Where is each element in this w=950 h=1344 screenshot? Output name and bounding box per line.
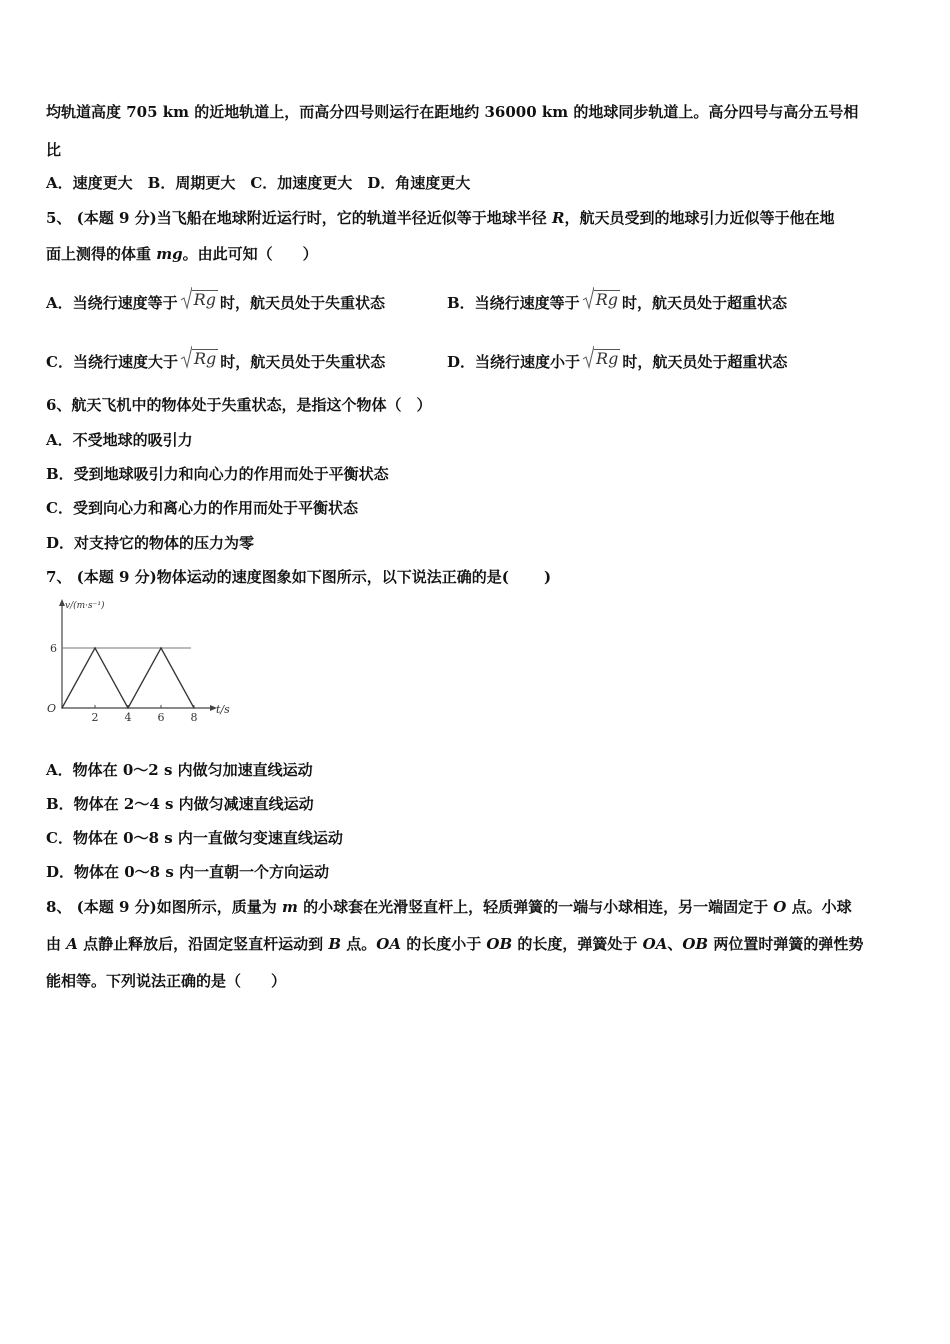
vt-chart-svg [46, 594, 246, 729]
q6-option-b: B．受到地球吸引力和向心力的作用而处于平衡状态 [46, 465, 389, 483]
data-point [160, 647, 162, 649]
x-tick-label: 8 [190, 711, 198, 724]
data-point [61, 707, 63, 709]
data-point [94, 647, 96, 649]
q5-stem-line-1: 5、 (本题 9 分)当飞船在地球附近运行时，它的轨道半径近似等于地球半径 R，航天员受到的地球引力近似等于他在地 [46, 209, 835, 227]
y-axis-label: v/(m·s⁻¹) [65, 601, 105, 611]
q6-option-a: A．不受地球的吸引力 [46, 431, 193, 449]
q8-stem-line-3: 能相等。下列说法正确的是（ ） [46, 972, 287, 990]
q7-option-a: A．物体在 0～2 s 内做匀加速直线运动 [46, 761, 313, 779]
q8-stem-line-1: 8、 (本题 9 分)如图所示，质量为 m 的小球套在光滑竖直杆上，轻质弹簧的一端与小球相连，另一端固定于 O 点。小球 [46, 898, 852, 916]
intro-line-1: 均轨道高度 705 km 的近地轨道上，而高分四号则运行在距地约 36000 km 的地球同步轨道上。高分四号与高分五号相 [46, 103, 859, 121]
q5-option-a: A．当绕行速度等于 Rg 时，航天员处于失重状态 [46, 294, 385, 312]
intro-line-2: 比 [46, 141, 62, 159]
x-tick-label: 2 [91, 711, 99, 724]
origin-label: O [46, 702, 56, 715]
y-tick-label: 6 [50, 642, 57, 655]
q5-option-b: B．当绕行速度等于 Rg 时，航天员处于超重状态 [447, 290, 787, 313]
q6-stem: 6、航天飞机中的物体处于失重状态，是指这个物体（ ） [46, 396, 432, 414]
q5-stem-line-2: 面上测得的体重 mg。由此可知（ ） [46, 245, 318, 263]
q6-option-c: C．受到向心力和离心力的作用而处于平衡状态 [46, 499, 358, 517]
q6-option-d: D．对支持它的物体的压力为零 [46, 534, 255, 552]
q7-stem: 7、 (本题 9 分)物体运动的速度图象如下图所示，以下说法正确的是( ) [46, 568, 552, 586]
q5-option-d: D．当绕行速度小于 Rg 时，航天员处于超重状态 [447, 349, 787, 372]
q5-options-row-2 [46, 349, 906, 369]
x-tick-label: 6 [157, 711, 165, 724]
q7-option-d: D．物体在 0～8 s 内一直朝一个方向运动 [46, 863, 329, 881]
q7-option-c: C．物体在 0～8 s 内一直做匀变速直线运动 [46, 829, 343, 847]
q4-options: A．速度更大 B．周期更大 C．加速度更大 D．角速度更大 [46, 174, 471, 192]
q5-option-c: C．当绕行速度大于 Rg 时，航天员处于失重状态 [46, 353, 385, 371]
velocity-series-line [62, 648, 194, 708]
velocity-time-graph [46, 594, 246, 733]
sqrt-rg: Rg [582, 349, 620, 369]
sqrt-rg: Rg [180, 290, 218, 310]
sqrt-rg: Rg [582, 290, 620, 310]
x-tick-label: 4 [124, 711, 132, 724]
x-axis-label: t/s [216, 703, 230, 716]
q7-option-b: B．物体在 2～4 s 内做匀减速直线运动 [46, 795, 314, 813]
q5-options-row-1 [46, 290, 906, 310]
sqrt-rg: Rg [180, 349, 218, 369]
q8-stem-line-2: 由 A 点静止释放后，沿固定竖直杆运动到 B 点。OA 的长度小于 OB 的长度，弹簧处于 OA、OB 两位置时弹簧的弹性势 [46, 935, 864, 953]
